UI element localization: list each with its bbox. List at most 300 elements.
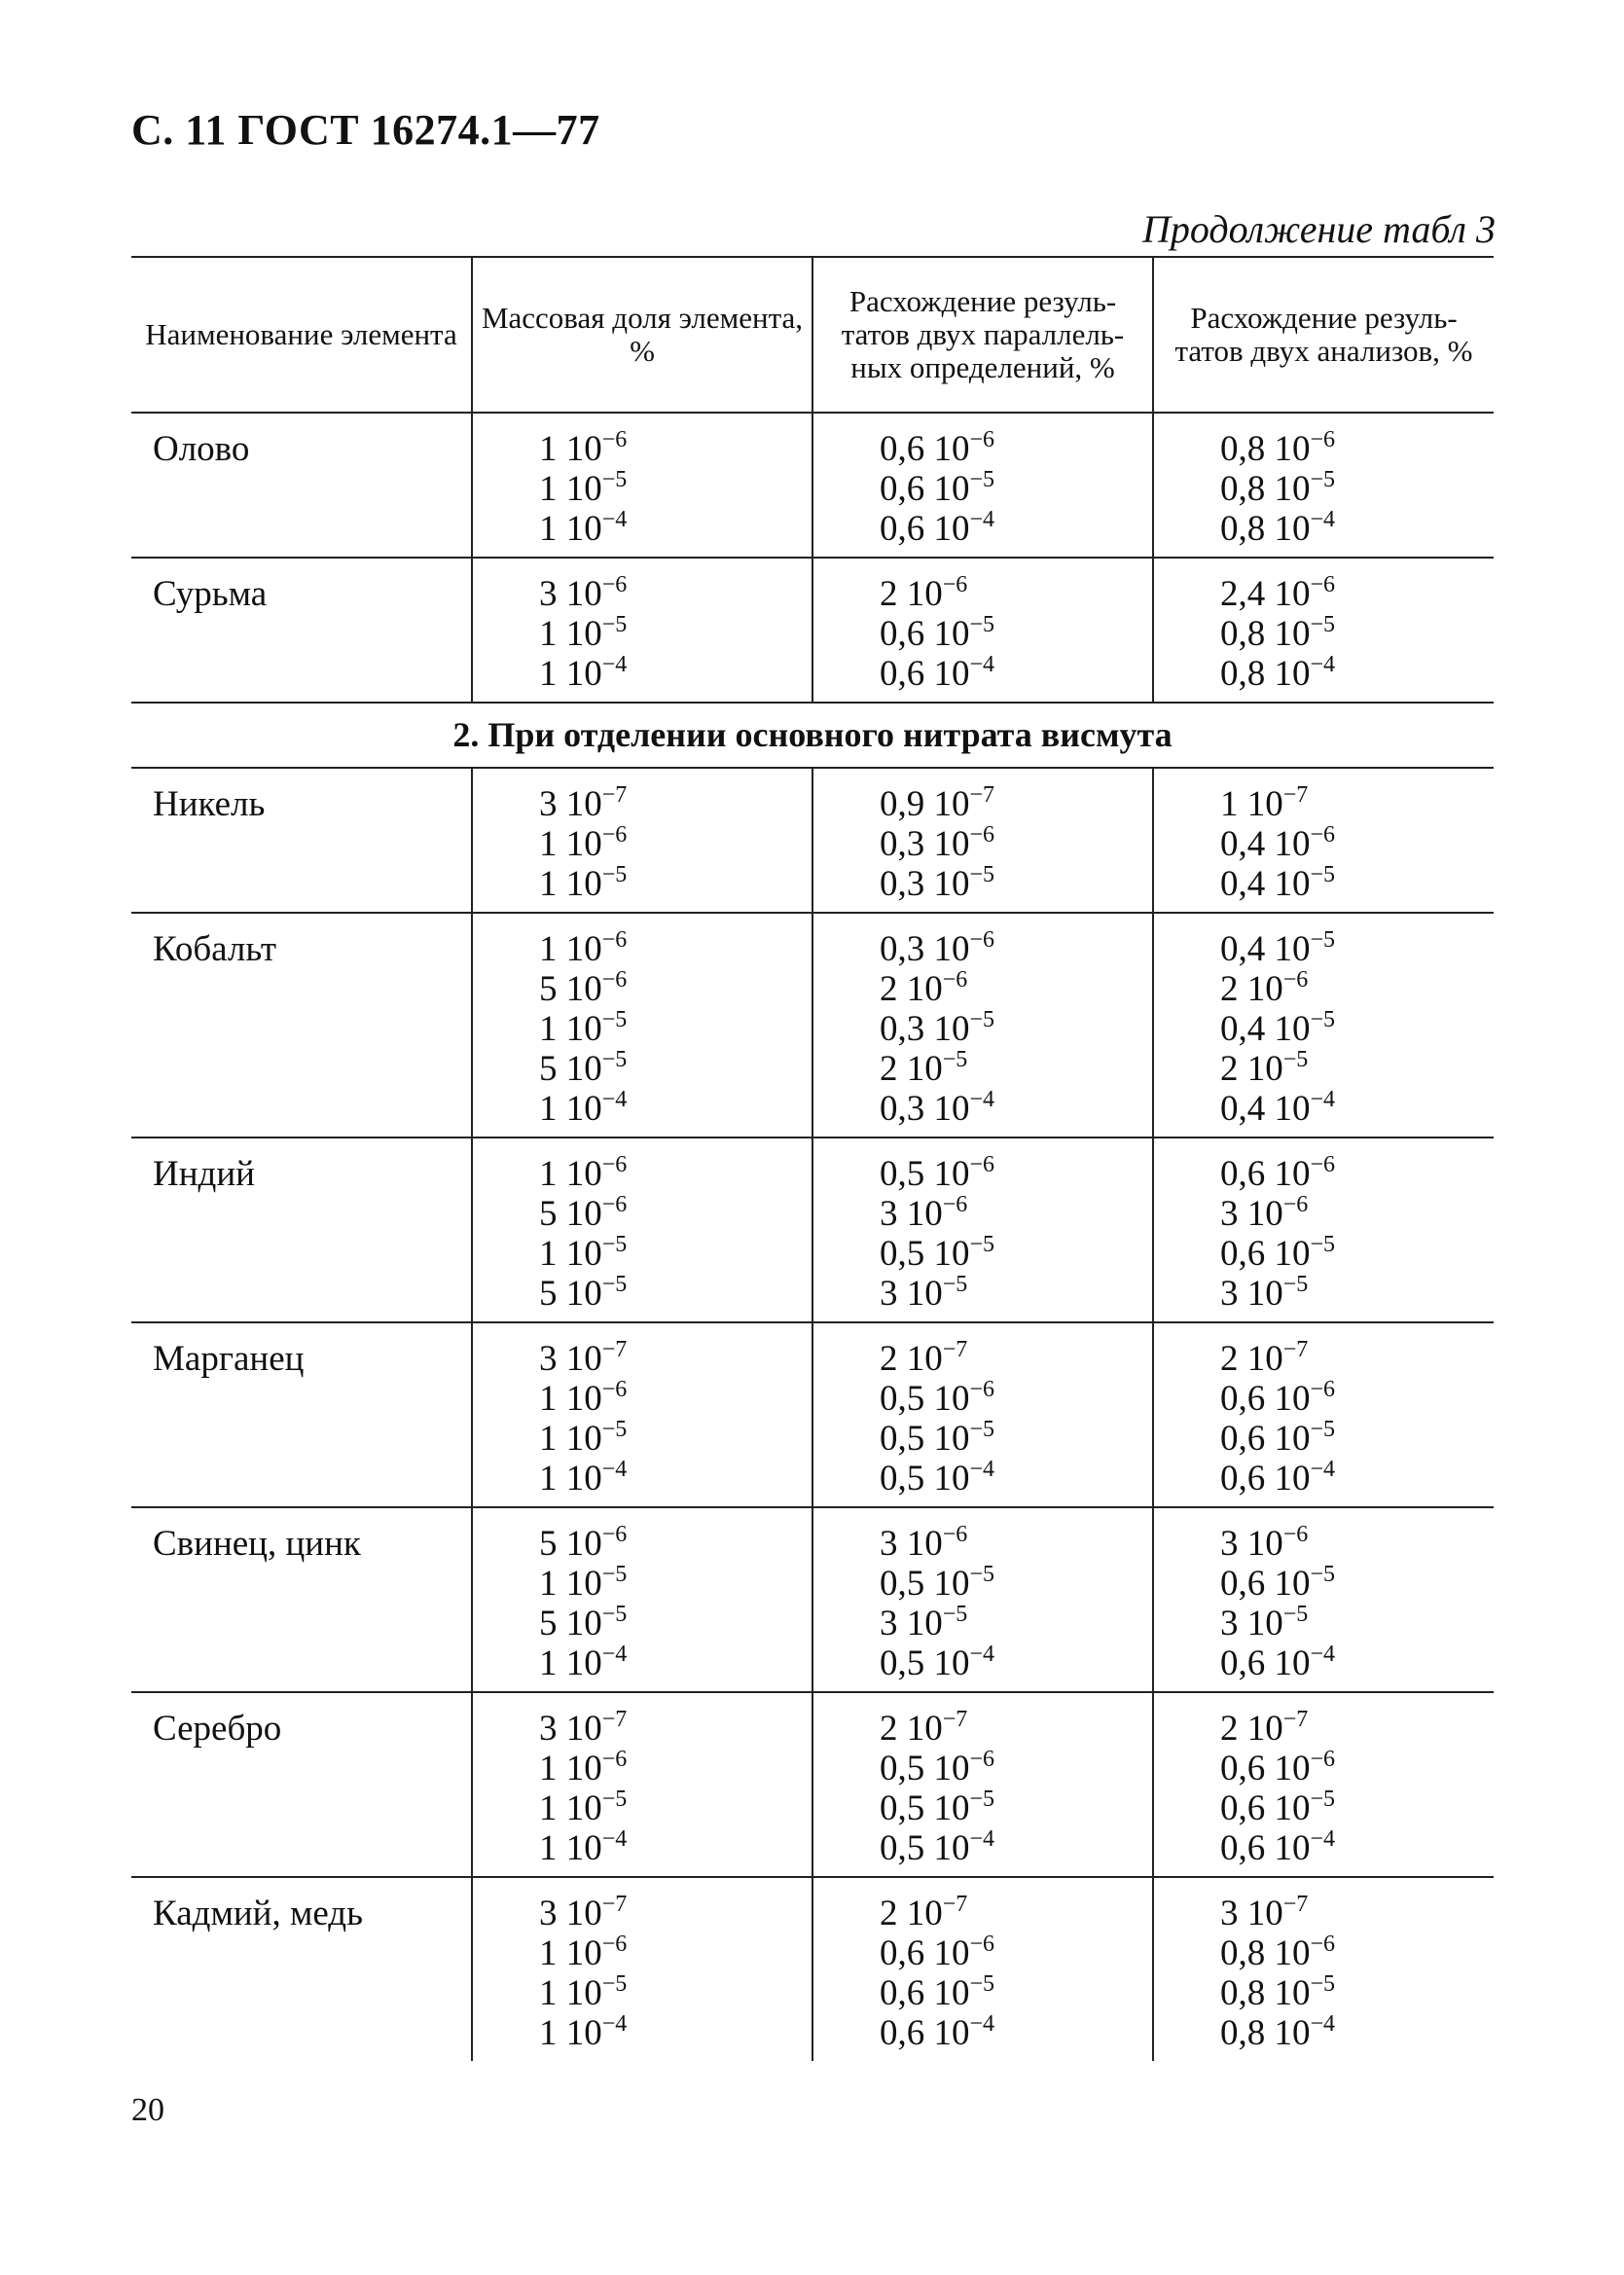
value-line: [880, 574, 1152, 614]
value-exponent: −5: [969, 1971, 995, 1997]
value-exponent: −6: [601, 1192, 628, 1217]
value-mantissa: 0,6 10: [1220, 1749, 1311, 1788]
value-exponent: −5: [969, 1562, 995, 1587]
value-mantissa: 0,6 10: [1220, 1419, 1311, 1459]
value-mantissa: 0,5 10: [880, 1788, 970, 1828]
value-exponent: −5: [969, 1232, 995, 1257]
value-mantissa: 0,8 10: [1220, 469, 1311, 509]
value-line: [539, 1339, 812, 1379]
value-line: [880, 469, 1152, 509]
value-mantissa: 2 10: [1220, 1049, 1283, 1089]
parallel-discrepancy-cell: [812, 1138, 1153, 1322]
value-exponent: −4: [1310, 652, 1336, 677]
value-line: [1220, 509, 1494, 549]
value-mantissa: 0,3 10: [880, 929, 970, 969]
value-exponent: −6: [969, 1747, 995, 1772]
analysis-discrepancy-cell: [1153, 1507, 1494, 1692]
value-exponent: −5: [601, 1562, 628, 1587]
value-exponent: −5: [601, 612, 628, 637]
value-mantissa: 0,5 10: [880, 1379, 970, 1419]
table-row: [131, 413, 1494, 558]
value-exponent: −4: [969, 2011, 995, 2037]
value-exponent: −5: [969, 612, 995, 637]
value-mantissa: 5 10: [539, 1274, 602, 1314]
value-line: [1220, 784, 1494, 824]
value-exponent: −6: [601, 822, 628, 848]
value-mantissa: 3 10: [880, 1274, 943, 1314]
value-exponent: −5: [1310, 1232, 1336, 1257]
value-line: [539, 1009, 812, 1049]
value-line: [1220, 1194, 1494, 1234]
value-mantissa: 1 10: [539, 929, 602, 969]
analysis-discrepancy-cell: [1153, 1322, 1494, 1507]
table-row: [131, 913, 1494, 1138]
element-name-cell: Кобальт: [131, 913, 472, 1138]
value-exponent: −5: [942, 1047, 968, 1072]
value-exponent: −6: [969, 822, 995, 848]
column-header-element: Наименование элемента: [131, 257, 472, 413]
value-mantissa: 0,8 10: [1220, 1933, 1311, 1973]
value-mantissa: 0,3 10: [880, 1009, 970, 1049]
value-mantissa: 3 10: [1220, 1274, 1283, 1314]
value-exponent: −4: [1310, 1087, 1336, 1112]
value-line: [539, 1749, 812, 1788]
analysis-discrepancy-cell: [1153, 1877, 1494, 2061]
value-line: [880, 1379, 1152, 1419]
value-exponent: −6: [1282, 967, 1309, 993]
value-exponent: −4: [601, 652, 628, 677]
value-exponent: −4: [1310, 2011, 1336, 2037]
value-line: [880, 929, 1152, 969]
value-exponent: −6: [942, 967, 968, 993]
table-row: [131, 1138, 1494, 1322]
value-line: [880, 1234, 1152, 1274]
value-mantissa: 0,8 10: [1220, 614, 1311, 654]
value-exponent: −5: [601, 1417, 628, 1442]
value-mantissa: 0,6 10: [880, 429, 970, 469]
section-title: 2. При отделении основного нитрата висмута: [131, 703, 1494, 768]
value-mantissa: 3 10: [539, 574, 602, 614]
table-row: [131, 1322, 1494, 1507]
value-mantissa: 1 10: [539, 1234, 602, 1274]
value-mantissa: 0,6 10: [1220, 1379, 1311, 1419]
value-line: [539, 1564, 812, 1604]
value-mantissa: 1 10: [539, 1089, 602, 1129]
value-line: [880, 1339, 1152, 1379]
analysis-discrepancy-cell: [1153, 768, 1494, 913]
value-line: [1220, 1643, 1494, 1683]
value-mantissa: 0,4 10: [1220, 824, 1311, 864]
value-mantissa: 2 10: [1220, 1339, 1283, 1379]
value-line: [539, 1643, 812, 1683]
value-line: [539, 1194, 812, 1234]
value-mantissa: 2 10: [880, 1339, 943, 1379]
value-mantissa: 5 10: [539, 969, 602, 1009]
value-exponent: −5: [1310, 612, 1336, 637]
value-mantissa: 1 10: [539, 1459, 602, 1499]
value-line: [1220, 824, 1494, 864]
value-exponent: −5: [1310, 927, 1336, 953]
value-mantissa: 2 10: [880, 1894, 943, 1933]
value-exponent: −5: [1282, 1272, 1309, 1297]
value-exponent: −7: [601, 782, 628, 808]
value-exponent: −5: [1282, 1047, 1309, 1072]
value-line: [1220, 1049, 1494, 1089]
value-exponent: −5: [601, 1047, 628, 1072]
element-name-cell: Сурьма: [131, 558, 472, 703]
value-mantissa: 2 10: [1220, 969, 1283, 1009]
value-mantissa: 0,3 10: [880, 824, 970, 864]
value-mantissa: 0,5 10: [880, 1643, 970, 1683]
analysis-discrepancy-cell: [1153, 913, 1494, 1138]
value-line: [539, 1604, 812, 1643]
value-line: [880, 1828, 1152, 1868]
value-exponent: −7: [1282, 1337, 1309, 1362]
value-mantissa: 1 10: [539, 1973, 602, 2013]
value-exponent: −6: [601, 927, 628, 953]
value-exponent: −6: [1282, 1192, 1309, 1217]
value-mantissa: 0,6 10: [1220, 1643, 1311, 1683]
value-mantissa: 0,8 10: [1220, 654, 1311, 694]
value-line: [880, 614, 1152, 654]
value-mantissa: 3 10: [539, 1894, 602, 1933]
value-mantissa: 0,5 10: [880, 1828, 970, 1868]
value-exponent: −6: [1310, 572, 1336, 597]
value-mantissa: 0,5 10: [880, 1234, 970, 1274]
value-exponent: −7: [601, 1892, 628, 1917]
value-line: [880, 1049, 1152, 1089]
value-exponent: −5: [601, 1272, 628, 1297]
value-line: [539, 1049, 812, 1089]
value-exponent: −5: [1282, 1602, 1309, 1627]
element-name-cell: Индий: [131, 1138, 472, 1322]
value-mantissa: 0,6 10: [880, 469, 970, 509]
mass-fraction-cell: [472, 768, 812, 913]
value-line: [880, 1194, 1152, 1234]
value-line: [1220, 1973, 1494, 2013]
value-line: [1220, 1524, 1494, 1564]
table-row: [131, 558, 1494, 703]
value-line: [880, 1009, 1152, 1049]
value-line: [539, 1379, 812, 1419]
value-line: [1220, 929, 1494, 969]
value-mantissa: 3 10: [539, 1339, 602, 1379]
value-exponent: −6: [942, 1522, 968, 1547]
parallel-discrepancy-cell: [812, 768, 1153, 913]
parallel-discrepancy-cell: [812, 1507, 1153, 1692]
value-mantissa: 3 10: [880, 1194, 943, 1234]
value-exponent: −5: [969, 1787, 995, 1812]
value-line: [880, 864, 1152, 904]
value-line: [880, 1524, 1152, 1564]
mass-fraction-cell: [472, 1322, 812, 1507]
value-exponent: −6: [969, 1932, 995, 1957]
value-mantissa: 1 10: [539, 509, 602, 549]
value-mantissa: 1 10: [539, 1154, 602, 1194]
value-line: [539, 1933, 812, 1973]
value-exponent: −5: [601, 1602, 628, 1627]
mass-fraction-cell: [472, 1507, 812, 1692]
page-header: С. 11 ГОСТ 16274.1—77: [131, 106, 600, 154]
analysis-discrepancy-cell: [1153, 413, 1494, 558]
value-exponent: −6: [969, 927, 995, 953]
value-mantissa: 1 10: [539, 1379, 602, 1419]
table-header-row: [131, 257, 1494, 413]
value-line: [1220, 469, 1494, 509]
value-exponent: −4: [969, 1642, 995, 1667]
value-exponent: −5: [601, 1007, 628, 1032]
value-mantissa: 0,3 10: [880, 864, 970, 904]
table-continuation-label: Продолжение табл 3: [1141, 207, 1496, 251]
value-line: [1220, 1604, 1494, 1643]
value-line: [1220, 2013, 1494, 2053]
value-mantissa: 3 10: [880, 1524, 943, 1564]
value-exponent: −4: [601, 2011, 628, 2037]
value-exponent: −4: [1310, 1457, 1336, 1482]
analysis-discrepancy-cell: [1153, 1138, 1494, 1322]
element-name-cell: Марганец: [131, 1322, 472, 1507]
value-line: [880, 824, 1152, 864]
value-mantissa: 1 10: [539, 1828, 602, 1868]
value-line: [880, 429, 1152, 469]
value-mantissa: 0,6 10: [880, 1973, 970, 2013]
value-mantissa: 0,6 10: [1220, 1154, 1311, 1194]
parallel-discrepancy-cell: [812, 1877, 1153, 2061]
value-line: [1220, 1009, 1494, 1049]
value-exponent: −7: [969, 782, 995, 808]
value-line: [539, 1089, 812, 1129]
value-exponent: −4: [601, 1457, 628, 1482]
value-line: [539, 969, 812, 1009]
value-exponent: −6: [969, 427, 995, 452]
value-exponent: −4: [1310, 507, 1336, 532]
value-exponent: −7: [1282, 1892, 1309, 1917]
value-mantissa: 0,6 10: [1220, 1564, 1311, 1604]
value-mantissa: 2 10: [880, 1709, 943, 1749]
value-line: [539, 1234, 812, 1274]
column-header-mass-fraction: Массовая доля элемента, %: [472, 257, 812, 413]
value-line: [880, 1788, 1152, 1828]
table-row: [131, 768, 1494, 913]
value-line: [539, 654, 812, 694]
value-exponent: −5: [942, 1272, 968, 1297]
analysis-discrepancy-cell: [1153, 1692, 1494, 1877]
value-exponent: −6: [601, 1522, 628, 1547]
value-exponent: −6: [601, 1152, 628, 1177]
value-line: [880, 2013, 1152, 2053]
value-mantissa: 1 10: [539, 614, 602, 654]
value-exponent: −4: [969, 507, 995, 532]
value-line: [1220, 1379, 1494, 1419]
value-line: [880, 1973, 1152, 2013]
value-line: [539, 429, 812, 469]
value-line: [539, 929, 812, 969]
value-mantissa: 0,4 10: [1220, 1089, 1311, 1129]
value-mantissa: 1 10: [539, 654, 602, 694]
value-line: [539, 864, 812, 904]
value-mantissa: 5 10: [539, 1194, 602, 1234]
value-exponent: −5: [601, 1787, 628, 1812]
data-table: [131, 256, 1494, 2061]
value-line: [539, 1419, 812, 1459]
value-exponent: −6: [969, 1377, 995, 1402]
element-name-cell: Никель: [131, 768, 472, 913]
value-mantissa: 0,5 10: [880, 1419, 970, 1459]
value-line: [880, 1933, 1152, 1973]
value-exponent: −5: [1310, 1007, 1336, 1032]
value-line: [539, 1274, 812, 1314]
value-exponent: −5: [601, 1232, 628, 1257]
value-line: [539, 1709, 812, 1749]
value-mantissa: 1 10: [539, 1788, 602, 1828]
value-exponent: −4: [969, 1087, 995, 1112]
value-exponent: −6: [601, 1377, 628, 1402]
value-exponent: −5: [942, 1602, 968, 1627]
value-mantissa: 2 10: [1220, 1709, 1283, 1749]
value-mantissa: 1 10: [539, 1564, 602, 1604]
section-row: [131, 703, 1494, 768]
value-line: [880, 654, 1152, 694]
parallel-discrepancy-cell: [812, 913, 1153, 1138]
table-row: [131, 1877, 1494, 2061]
value-exponent: −6: [1310, 822, 1336, 848]
value-line: [880, 1894, 1152, 1933]
value-line: [1220, 1564, 1494, 1604]
value-mantissa: 0,5 10: [880, 1564, 970, 1604]
value-line: [1220, 1459, 1494, 1499]
value-mantissa: 0,6 10: [1220, 1459, 1311, 1499]
mass-fraction-cell: [472, 913, 812, 1138]
column-header-parallel-discrepancy: Расхождение резуль-татов двух параллель-ных определений, %: [812, 257, 1153, 413]
value-line: [1220, 969, 1494, 1009]
value-line: [1220, 1709, 1494, 1749]
value-exponent: −7: [942, 1337, 968, 1362]
value-mantissa: 1 10: [1220, 784, 1283, 824]
value-mantissa: 3 10: [1220, 1894, 1283, 1933]
value-exponent: −6: [601, 1747, 628, 1772]
value-mantissa: 1 10: [539, 429, 602, 469]
value-line: [1220, 614, 1494, 654]
value-exponent: −5: [1310, 1787, 1336, 1812]
value-line: [880, 1564, 1152, 1604]
value-line: [539, 1973, 812, 2013]
value-line: [539, 1459, 812, 1499]
value-exponent: −5: [969, 862, 995, 887]
value-exponent: −6: [1310, 1377, 1336, 1402]
value-mantissa: 3 10: [1220, 1524, 1283, 1564]
value-mantissa: 0,5 10: [880, 1749, 970, 1788]
value-mantissa: 0,3 10: [880, 1089, 970, 1129]
value-mantissa: 0,6 10: [880, 2013, 970, 2053]
value-mantissa: 0,6 10: [880, 614, 970, 654]
mass-fraction-cell: [472, 1692, 812, 1877]
value-exponent: −5: [1310, 467, 1336, 492]
value-mantissa: 0,8 10: [1220, 509, 1311, 549]
value-mantissa: 0,6 10: [1220, 1788, 1311, 1828]
value-exponent: −5: [1310, 1417, 1336, 1442]
value-line: [539, 574, 812, 614]
value-mantissa: 1 10: [539, 2013, 602, 2053]
table-body: [131, 413, 1494, 2061]
table-row: [131, 1507, 1494, 1692]
parallel-discrepancy-cell: [812, 1322, 1153, 1507]
parallel-discrepancy-cell: [812, 413, 1153, 558]
value-mantissa: 5 10: [539, 1049, 602, 1089]
value-mantissa: 0,4 10: [1220, 1009, 1311, 1049]
value-exponent: −6: [1310, 1747, 1336, 1772]
value-exponent: −7: [942, 1707, 968, 1732]
value-exponent: −6: [1282, 1522, 1309, 1547]
value-line: [1220, 1894, 1494, 1933]
value-exponent: −6: [601, 572, 628, 597]
analysis-discrepancy-cell: [1153, 558, 1494, 703]
value-exponent: −6: [601, 1932, 628, 1957]
value-mantissa: 5 10: [539, 1524, 602, 1564]
value-mantissa: 1 10: [539, 1643, 602, 1683]
value-mantissa: 0,8 10: [1220, 429, 1311, 469]
table-row: [131, 1692, 1494, 1877]
value-mantissa: 0,8 10: [1220, 2013, 1311, 2053]
value-line: [1220, 1339, 1494, 1379]
value-line: [1220, 1933, 1494, 1973]
value-line: [1220, 864, 1494, 904]
value-line: [880, 1604, 1152, 1643]
value-mantissa: 0,4 10: [1220, 929, 1311, 969]
value-mantissa: 2,4 10: [1220, 574, 1311, 614]
value-exponent: −4: [601, 507, 628, 532]
value-mantissa: 0,8 10: [1220, 1973, 1311, 2013]
value-line: [539, 469, 812, 509]
value-exponent: −5: [1310, 862, 1336, 887]
value-exponent: −5: [601, 1971, 628, 1997]
value-line: [880, 1643, 1152, 1683]
mass-fraction-cell: [472, 413, 812, 558]
value-exponent: −4: [969, 1457, 995, 1482]
value-exponent: −6: [601, 967, 628, 993]
value-line: [539, 509, 812, 549]
value-mantissa: 0,9 10: [880, 784, 970, 824]
value-line: [539, 1524, 812, 1564]
value-exponent: −4: [601, 1087, 628, 1112]
parallel-discrepancy-cell: [812, 558, 1153, 703]
value-line: [880, 1459, 1152, 1499]
value-mantissa: 5 10: [539, 1604, 602, 1643]
value-line: [880, 1709, 1152, 1749]
value-mantissa: 2 10: [880, 1049, 943, 1089]
value-exponent: −6: [969, 1152, 995, 1177]
value-mantissa: 3 10: [1220, 1604, 1283, 1643]
element-name-cell: Олово: [131, 413, 472, 558]
value-exponent: −7: [1282, 782, 1309, 808]
value-line: [1220, 1089, 1494, 1129]
value-line: [1220, 1749, 1494, 1788]
value-line: [880, 1089, 1152, 1129]
value-line: [1220, 1419, 1494, 1459]
value-exponent: −6: [942, 1192, 968, 1217]
value-exponent: −4: [969, 1826, 995, 1852]
value-line: [539, 1788, 812, 1828]
value-mantissa: 0,6 10: [880, 654, 970, 694]
value-mantissa: 1 10: [539, 1933, 602, 1973]
value-exponent: −5: [969, 1417, 995, 1442]
value-mantissa: 2 10: [880, 574, 943, 614]
value-exponent: −7: [1282, 1707, 1309, 1732]
value-line: [880, 1749, 1152, 1788]
value-line: [880, 1419, 1152, 1459]
value-exponent: −6: [601, 427, 628, 452]
value-mantissa: 0,6 10: [1220, 1234, 1311, 1274]
value-exponent: −5: [601, 467, 628, 492]
